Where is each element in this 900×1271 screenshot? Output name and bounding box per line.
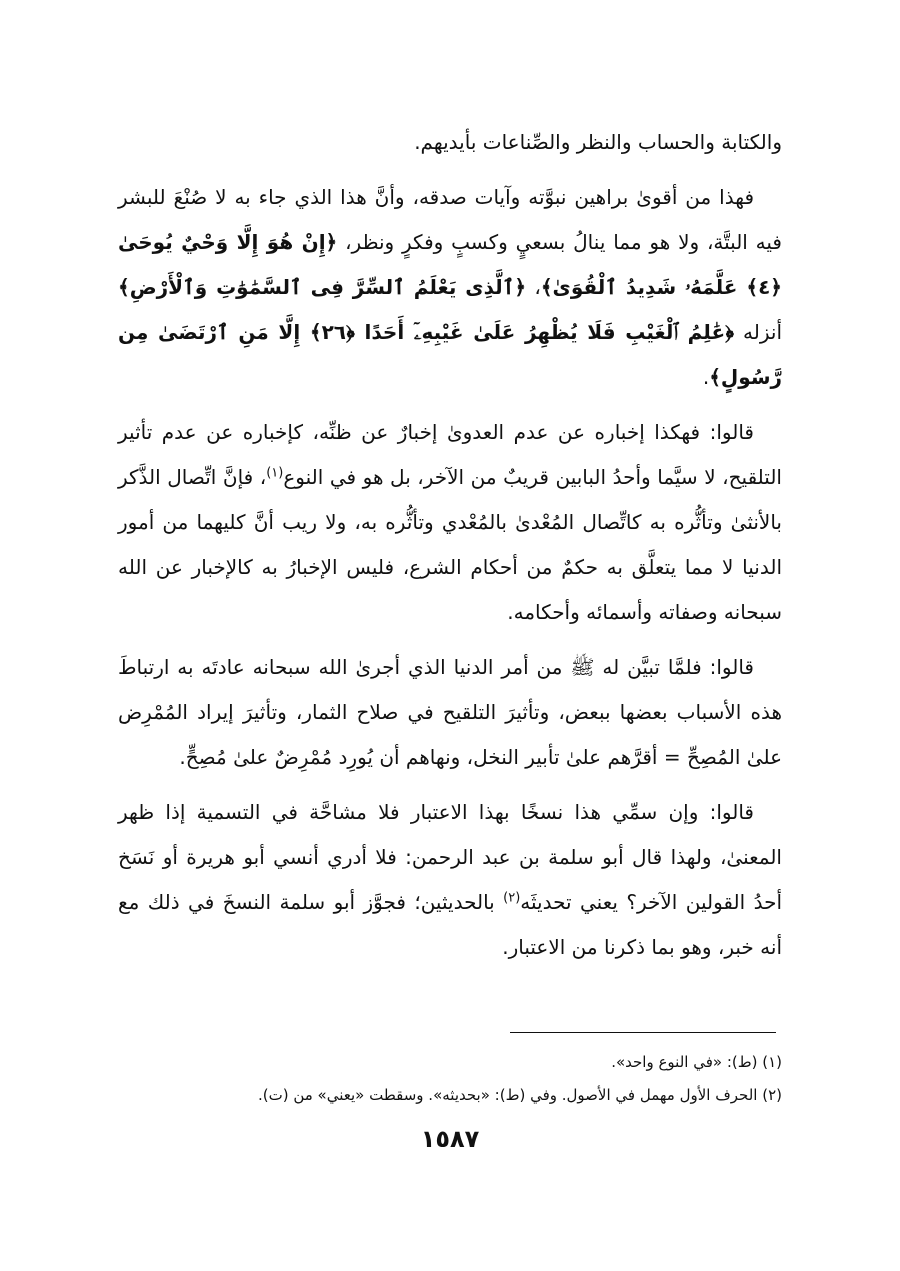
paragraph-text: فهذا من أقوىٰ براهين نبوَّته وآيات صدقه، وأنَّ هذا الذي جاء به لا صُنْعَ للبشر فيه البتَّة، ولا هو مما ينالُ بسعيٍ وكسبٍ وفكرٍ ونظر، [118,185,782,254]
paragraph-text: والكتابة والحساب والنظر والصِّناعات بأيديهم. [414,130,782,154]
paragraph-prophethood-proof [118,175,782,400]
footnote-ref[interactable]: (٢) [503,890,521,906]
footnote-1: (١) (ط): «في النوع واحد». [611,1053,782,1071]
paragraph-text: . [702,365,710,389]
footnote-2: (٢) الحرف الأول مهمل في الأصول. وفي (ط): «بحديثه». وسقطت «يعني» من (ت). [257,1086,782,1104]
paragraph-text: ، [526,275,541,299]
paragraph-continuation [118,120,782,165]
quran-verse: ﴿ٱلَّذِى يَعْلَمُ ٱلسِّرَّ فِى ٱلسَّمَٰوَٰتِ وَٱلْأَرْضِ﴾ [118,275,527,299]
paragraph-text: ، فإنَّ اتِّصال الذَّكر بالأنثىٰ وتأثُّره به كاتِّصال المُعْدىٰ بالمُعْدي وتأثُّره به، ولا ريب أنَّ كليهما من أمور الدنيا لا مما يتعلَّق به حكمٌ من أحكام الشرع، فليس الإخبارُ به كالإخبار عن الله سبحانه وصفاته وأسمائه وأحكامه. [118,465,782,624]
paragraph-pollination [118,645,782,780]
main-text [118,120,782,970]
paragraph-text: بالحديثين؛ فجوَّز أبو سلمة النسخَ في ذلك مع أنه خبر، وهو بما ذكرنا من الاعتبار. [118,890,782,959]
footnote-ref[interactable]: (١) [266,465,284,481]
paragraph-text: قالوا: وإن سمِّي هذا نسخًا بهذا الاعتبار فلا مشاحَّة في التسمية إذا ظهر المعنىٰ، ولهذا قال أبو سلمة بن عبد الرحمن: فلا أدري أنسي أبو هريرة أو نَسَخ أحدُ القولين الآخر؟ يعني تحديثَه [118,800,782,914]
paragraph-abrogation [118,790,782,970]
footnotes [118,1046,782,1112]
paragraph-text: قالوا: فلمَّا تبيَّن له ﷺ من أمر الدنيا الذي أجرىٰ الله سبحانه عادتَه به ارتباطَ هذه الأسباب بعضها ببعض، وتأثيرَ التلقيح في صلاح الثمار، وتأثيرَ إيراد المُمْرِض علىٰ المُصِحِّ = أقرَّهم علىٰ تأبير النخل، ونهاهم أن يُورِد مُمْرِضٌ علىٰ مُصِحٍّ. [118,655,782,769]
quran-verse: ﴿إِنْ هُوَ إِلَّا وَحْيٌ يُوحَىٰ ﴿٤﴾ عَلَّمَهُۥ شَدِيدُ ٱلْقُوَىٰ﴾ [118,230,783,299]
page-number: ١٥٨٧ [420,1125,480,1153]
quran-verse: ﴿عَٰلِمُ ٱلْغَيْبِ فَلَا يُظْهِرُ عَلَىٰ غَيْبِهِۦٓ أَحَدًا ﴿٢٦﴾ إِلَّا مَنِ ٱرْتَضَىٰ مِن رَّسُولٍ﴾ [118,320,782,389]
paragraph-contagion [118,410,782,635]
paragraph-text: قالوا: فهكذا إخباره عن عدم العدوىٰ إخبارٌ عن ظنِّه، كإخباره عن عدم تأثير التلقيح، لا سيَّما وأحدُ البابين قريبٌ من الآخر، بل هو في النوع [118,420,782,489]
paragraph-text: أنزله [733,320,783,344]
footnote-divider [510,1032,776,1033]
